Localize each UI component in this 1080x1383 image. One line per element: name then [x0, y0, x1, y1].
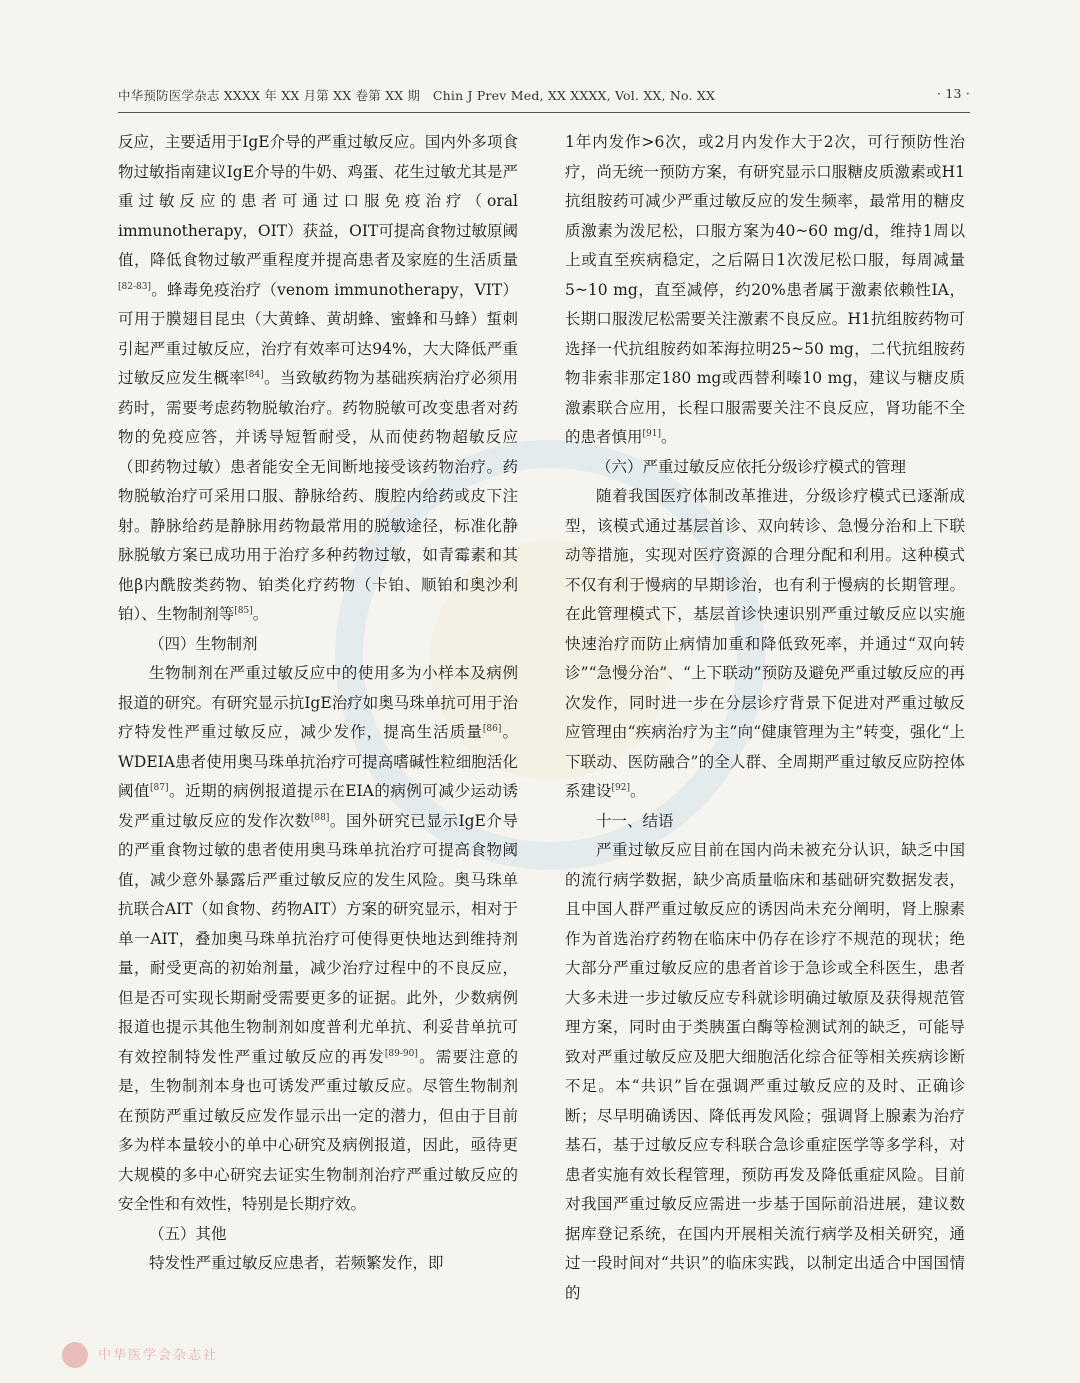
citation-ref: [84] [245, 369, 264, 380]
citation-ref: [86] [482, 723, 502, 734]
publisher-name: 中华医学会杂志社 [98, 1348, 219, 1363]
paragraph-prophylaxis: 1年内发作>6次，或2月内发作大于2次，可行预防性治疗，尚无统一预防方案，有研究显示口服糖皮质激素或H1抗组胺药可减少严重过敏反应的发生频率，最常用的糖皮质激素为泼尼松，口服方案为40~60 mg/d，维持1周以上或直至疾病稳定，之后隔日1次泼尼松口服，每周减量5~10 mg，直至减停，约20%患者属于激素依赖性IA，长期口服泼尼松需要关注激素不良反应。H1抗组胺药物可选择一代抗组胺药如苯海拉明25~50 mg，二代抗组胺药物非索非那定180 mg或西替利嗪10 mg，建议与糖皮质激素联合应用，长程口服需要关注不良反应，肾功能不全的患者慎用[91]。 [565, 133, 965, 446]
citation-ref: [89-90] [384, 1048, 418, 1059]
citation-ref: [92] [611, 782, 630, 793]
publisher-logo [62, 1340, 482, 1374]
paragraph-oit-vit: 反应，主要适用于IgE介导的严重过敏反应。国内外多项食物过敏指南建议IgE介导的牛奶、鸡蛋、花生过敏尤其是严重过敏反应的患者可通过口服免疫治疗（oral immunotherapy，OIT）获益，OIT可提高食物过敏原阈值，降低食物过敏严重程度并提高患者及家庭的生活质量[82-83]。蜂毒免疫治疗（venom immunotherapy，VIT）可用于膜翅目昆虫（大黄蜂、黄胡蜂、蜜蜂和马蜂）蜇刺引起严重过敏反应，治疗有效率可达94%，大大降低严重过敏反应发生概率[84]。当致敏药物为基础疾病治疗必须用药时，需要考虑药物脱敏治疗。药物脱敏可改变患者对药物的免疫应答，并诱导短暂耐受，从而使药物超敏反应（即药物过敏）患者能安全无间断地接受该药物治疗。药物脱敏治疗可采用口服、静脉给药、腹腔内给药或皮下注射。静脉给药是静脉用药物最常用的脱敏途径，标准化静脉脱敏方案已成功用于治疗多种药物过敏，如青霉素和其他β内酰胺类药物、铂类化疗药物（卡铂、顺铂和奥沙利铂）、生物制剂等[85]。 [118, 133, 518, 623]
citation-ref: [82-83] [118, 281, 151, 292]
paragraph-tiered-care: 随着我国医疗体制改革推进，分级诊疗模式已逐渐成型，该模式通过基层首诊、双向转诊、急慢分治和上下联动等措施，实现对医疗资源的合理分配和利用。这种模式不仅有利于慢病的早期诊治，也有利于慢病的长期管理。在此管理模式下，基层首诊快速识别严重过敏反应以实施快速治疗而防止病情加重和降低致死率，并通过“双向转诊”“急慢分治”、“上下联动”预防及避免严重过敏反应的再次发作，同时进一步在分层诊疗背景下促进对严重过敏反应管理由“疾病治疗为主”向“健康管理为主”转变，强化“上下联动、医防融合”的全人群、全周期严重过敏反应防控体系建设[92]。 [565, 487, 965, 800]
paragraph-conclusion: 严重过敏反应目前在国内尚未被充分认识，缺乏中国的流行病学数据，缺少高质量临床和基础研究数据发表，且中国人群严重过敏反应的诱因尚未充分阐明，肾上腺素作为首选治疗药物在临床中仍存在诊疗不规范的现状；绝大部分严重过敏反应的患者首诊于急诊或全科医生，患者大多未进一步过敏反应专科就诊明确过敏原及获得规范管理方案，同时由于类胰蛋白酶等检测试剂的缺乏，可能导致对严重过敏反应及肥大细胞活化综合征等相关疾病诊断不足。本“共识”旨在强调严重过敏反应的及时、正确诊断；尽早明确诱因、降低再发风险；强调肾上腺素为治疗基石，基于过敏反应专科联合急诊重症医学等多学科，对患者实施有效长程管理，预防再发及降低重症风险。目前对我国严重过敏反应需进一步基于国际前沿进展，建议数据库登记系统，在国内开展相关流行病学及相关研究，通过一段时间对“共识”的临床实践，以制定出适合中国国情的 [565, 841, 965, 1302]
citation-ref: [85] [234, 605, 253, 616]
page-number: · 13 · [937, 86, 970, 101]
citation-ref: [91] [642, 428, 661, 439]
citation-ref: [88] [310, 812, 330, 823]
section-heading-biologics: （四）生物制剂 [149, 634, 258, 653]
section-heading-tiered-care: （六）严重过敏反应依托分级诊疗模式的管理 [596, 457, 907, 476]
header-rule [118, 112, 970, 113]
section-heading-conclusion: 十一、结语 [596, 811, 674, 830]
left-column [118, 128, 518, 1279]
paragraph-biologics: 生物制剂在严重过敏反应中的使用多为小样本及病例报道的研究。有研究显示抗IgE治疗如奥马珠单抗可用于治疗特发性严重过敏反应，减少发作，提高生活质量[86]。WDEIA患者使用奥马珠单抗治疗可提高嗜碱性粒细胞活化阈值[87]。近期的病例报道提示在EIA的病例可减少运动诱发严重过敏反应的发作次数[88]。国外研究已显示IgE介导的严重食物过敏的患者使用奥马珠单抗治疗可提高食物阈值，减少意外暴露后严重过敏反应的发生风险。奥马珠单抗联合AIT（如食物、药物AIT）方案的研究显示，相对于单一AIT，叠加奥马珠单抗治疗可使得更快地达到维持剂量，耐受更高的初始剂量，减少治疗过程中的不良反应，但是否可实现长期耐受需要更多的证据。此外，少数病例报道也提示其他生物制剂如度普利尤单抗、利妥昔单抗可有效控制特发性严重过敏反应的再发[89-90]。需要注意的是，生物制剂本身也可诱发严重过敏反应。尽管生物制剂在预防严重过敏反应发作显示出一定的潜力，但由于目前多为样本量较小的单中心研究及病例报道，因此，亟待更大规模的多中心研究去证实生物制剂治疗严重过敏反应的安全性和有效性，特别是长期疗效。 [118, 664, 518, 1213]
publisher-emblem-icon [62, 1342, 88, 1368]
section-heading-other: （五）其他 [149, 1224, 227, 1243]
citation-ref: [87] [150, 782, 169, 793]
running-header [118, 86, 970, 110]
journal-citation: 中华预防医学杂志 XXXX 年 XX 月第 XX 卷第 XX 期 Chin J Prev Med, XX XXXX, Vol. XX, No. XX [118, 88, 716, 103]
right-column [565, 128, 965, 1308]
paragraph-idiopathic: 特发性严重过敏反应患者，若频繁发作，即 [149, 1254, 444, 1272]
